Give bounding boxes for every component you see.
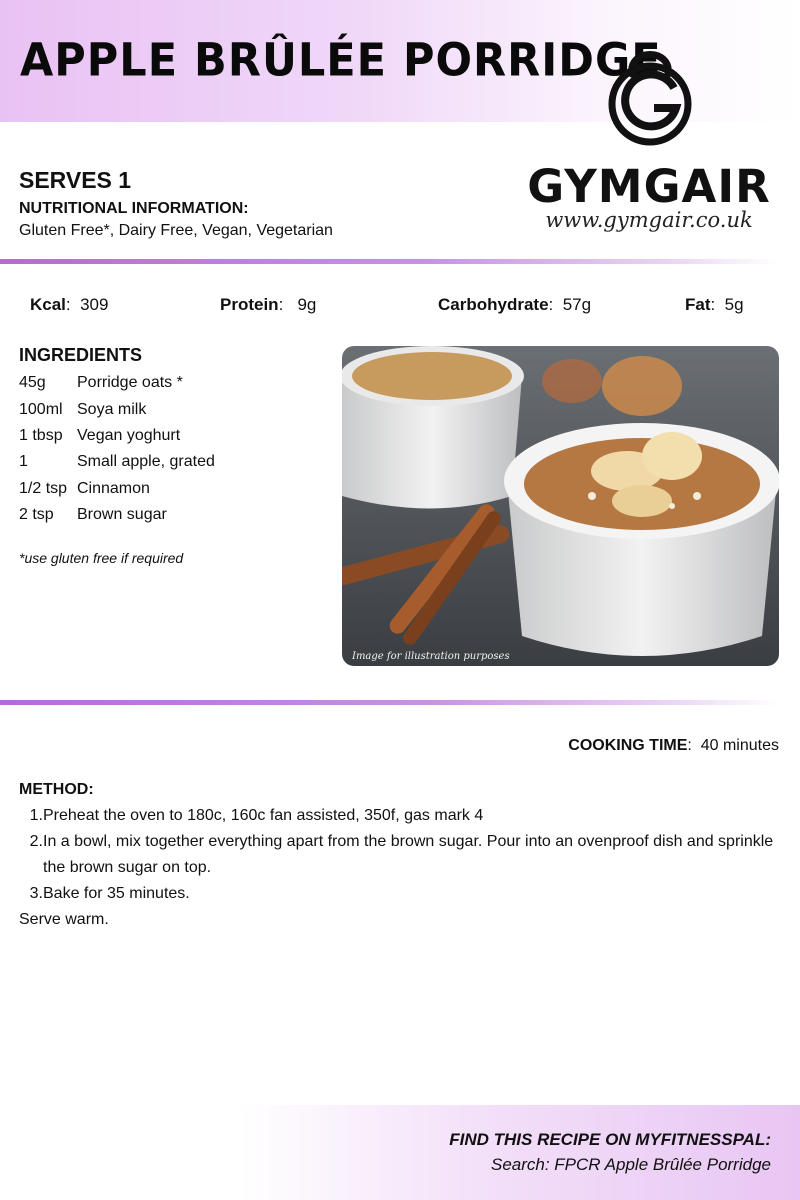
macro-fat-value: 5g: [724, 295, 744, 314]
step-number: 1.: [29, 807, 43, 824]
cooking-time-label: COOKING TIME: [568, 737, 688, 754]
step-text: In a bowl, mix together everything apart from the brown sugar. Pour into an ovenproof dish and sprinkle the brown sugar on top.: [43, 833, 774, 876]
method-step: [19, 803, 779, 829]
footer-title: FIND THIS RECIPE ON MYFITNESSPAL:: [449, 1130, 771, 1149]
recipe-photo: [342, 346, 779, 666]
macro-protein: Protein: 9g: [220, 295, 317, 314]
footer-search: Search: FPCR Apple Brûlée Porridge: [490, 1155, 771, 1174]
step-number: 3.: [29, 885, 43, 902]
ingredient-qty: 2 tsp: [19, 506, 54, 524]
ingredient-qty: 45g: [19, 374, 46, 392]
recipe-title: APPLE BRÛLÉE PORRIDGE: [20, 34, 662, 88]
method-steps: [19, 803, 779, 933]
cooking-time-value: 40 minutes: [700, 737, 779, 754]
macro-carbohydrate: Carbohydrate: 57g: [438, 295, 592, 314]
ingredient-name: Small apple, grated: [77, 453, 215, 471]
ingredient-name: Brown sugar: [77, 506, 167, 524]
macro-kcal-label: Kcal: [30, 295, 66, 314]
ingredient-row: [19, 449, 319, 475]
brand-url: www.gymgair.co.uk: [545, 208, 753, 232]
ingredient-row: [19, 502, 319, 528]
gluten-footnote: *use gluten free if required: [19, 550, 184, 566]
ingredient-row: [19, 476, 319, 502]
ingredients-list: [19, 370, 319, 528]
ingredient-qty: 100ml: [19, 400, 63, 418]
ingredient-name: Cinnamon: [77, 479, 150, 497]
step-text: Preheat the oven to 180c, 160c fan assisted, 350f, gas mark 4: [43, 807, 484, 824]
ingredient-name: Soya milk: [77, 400, 147, 418]
ingredient-qty: 1 tbsp: [19, 426, 63, 444]
ingredients-heading: INGREDIENTS: [19, 345, 143, 365]
macro-fat: Fat: 5g: [685, 295, 744, 314]
method-step: [19, 829, 779, 881]
macro-kcal-value: 309: [80, 295, 109, 314]
method-heading: METHOD:: [19, 781, 94, 798]
porridge-illustration: [342, 346, 779, 666]
ingredient-row: [19, 396, 319, 422]
photo-caption: Image for illustration purposes: [352, 651, 510, 662]
ingredient-name: Vegan yoghurt: [77, 426, 181, 444]
ingredient-row: [19, 370, 319, 396]
cooking-time: COOKING TIME: 40 minutes: [568, 737, 779, 754]
diet-tags: Gluten Free*, Dairy Free, Vegan, Vegetarian: [19, 222, 333, 239]
kettlebell-g-logo-icon: [602, 42, 698, 151]
macro-carb-label: Carbohydrate: [438, 295, 549, 314]
divider-middle: [0, 700, 780, 705]
macro-kcal: Kcal: 309: [30, 295, 109, 314]
brand-logo: [518, 42, 780, 242]
footer-band: [0, 1105, 800, 1200]
serves: SERVES 1: [19, 167, 132, 193]
ingredient-row: [19, 423, 319, 449]
macro-fat-label: Fat: [685, 295, 711, 314]
macro-protein-value: 9g: [297, 295, 317, 314]
macro-protein-label: Protein: [220, 295, 279, 314]
method-closing: Serve warm.: [19, 911, 109, 928]
ingredient-qty: 1/2 tsp: [19, 479, 68, 497]
ingredient-name: Porridge oats *: [77, 374, 183, 392]
brand-name: GYMGAIR: [527, 160, 771, 213]
macro-carb-value: 57g: [562, 295, 592, 314]
step-text: Bake for 35 minutes.: [43, 885, 190, 902]
step-number: 2.: [29, 833, 43, 850]
method-step: [19, 881, 779, 907]
divider-top: [0, 259, 780, 264]
ingredient-qty: 1: [19, 453, 28, 471]
nutrition-heading: NUTRITIONAL INFORMATION:: [19, 200, 249, 217]
